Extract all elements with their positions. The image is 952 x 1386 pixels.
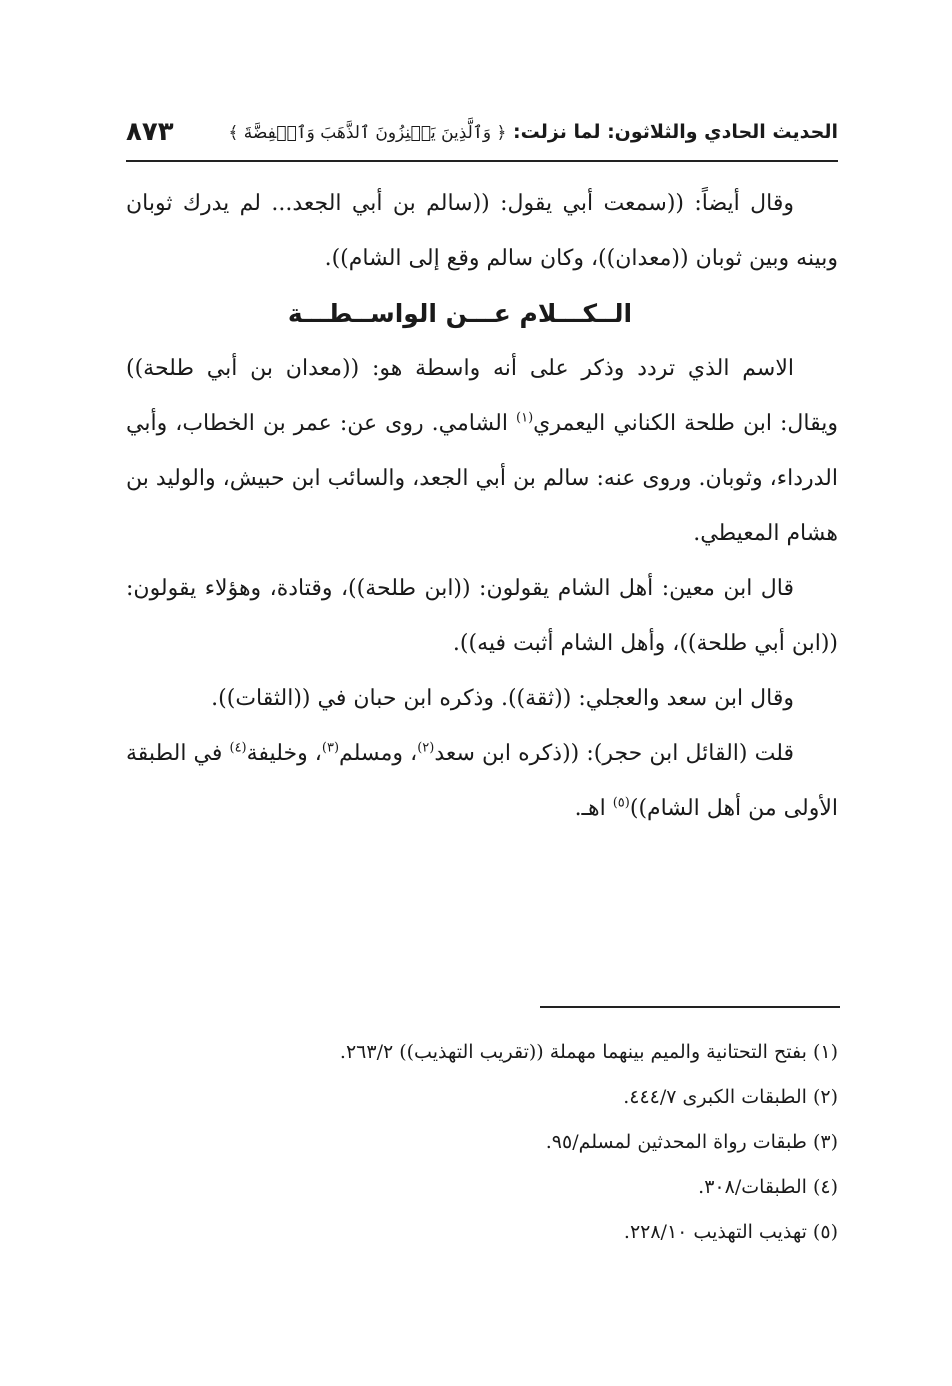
header-divider: [126, 160, 838, 162]
paragraph: [126, 726, 838, 836]
footnote: (٤) الطبقات/٣٠٨.: [698, 1176, 838, 1198]
chapter-title-text: الحديث الحادي والثلاثون: لما نزلت:: [513, 121, 838, 143]
paragraph: [126, 341, 838, 561]
footnote: (٢) الطبقات الكبرى ٤٤٤/٧.: [623, 1086, 838, 1108]
footnote: (٣) طبقات رواة المحدثين لمسلم/٩٥.: [545, 1131, 838, 1153]
paragraph-text: ، ومسلم: [339, 741, 418, 766]
section-heading: الــكـــلام عـــن الواســطـــة: [287, 299, 633, 328]
paragraph-text: في الطبقة الأولى من أهل الشام)): [126, 741, 838, 821]
paragraph: وقال أيضاً: ((سمعت أبي يقول: ((سالم بن أبي الجعد... لم يدرك ثوبان وبينه وبين ثوبان ((معدان))، وكان سالم وقع إلى الشام)).: [126, 191, 838, 271]
footnote: (٥) تهذيب التهذيب ٢٢٨/١٠.: [623, 1221, 838, 1243]
paragraph-text: اهـ.: [574, 796, 613, 821]
footnote-ref: (١): [516, 410, 534, 426]
paragraph: وقال ابن سعد والعجلي: ((ثقة)). وذكره ابن حبان في ((الثقات)).: [211, 686, 794, 711]
footnote-ref: (٣): [321, 740, 340, 756]
paragraph-text: الشامي. روى عن: عمر بن الخطاب، وأبي الدرداء، وثوبان. وروى عنه: سالم بن أبي الجعد، والسائب ابن حبيش، والوليد بن هشام المعيطي.: [126, 411, 838, 546]
page-number: ٨٧٣: [126, 117, 174, 147]
footnote-divider: [540, 1006, 840, 1008]
running-header: [126, 112, 838, 152]
footnote-ref: (٥): [612, 795, 630, 811]
main-text: [126, 176, 838, 836]
chapter-title: [228, 121, 838, 143]
footnote: (١) بفتح التحتانية والميم بينهما مهملة ((تقريب التهذيب)) ٢٦٣/٢.: [339, 1041, 838, 1063]
paragraph-text: قلت (القائل ابن حجر): ((ذكره ابن سعد: [434, 741, 794, 766]
footnote-ref: (٤): [229, 740, 247, 756]
paragraph-text: ، وخليفة: [246, 741, 322, 766]
paragraph-text: الاسم الذي تردد وذكر على أنه واسطة هو: ((معدان بن أبي طلحة)) ويقال: ابن طلحة الكناني اليعمري: [126, 356, 838, 436]
footnote-ref: (٢): [417, 740, 435, 756]
footnotes: [126, 1030, 838, 1255]
paragraph: قال ابن معين: أهل الشام يقولون: ((ابن طلحة))، وقتادة، وهؤلاء يقولون: ((ابن أبي طلحة))، وأهل الشام أثبت فيه)).: [126, 576, 838, 656]
quran-verse: ﴿ وَٱلَّذِينَ يَكۡنِزُونَ ٱلذَّهَبَ وَٱلۡفِضَّةَ ﴾: [228, 123, 507, 143]
